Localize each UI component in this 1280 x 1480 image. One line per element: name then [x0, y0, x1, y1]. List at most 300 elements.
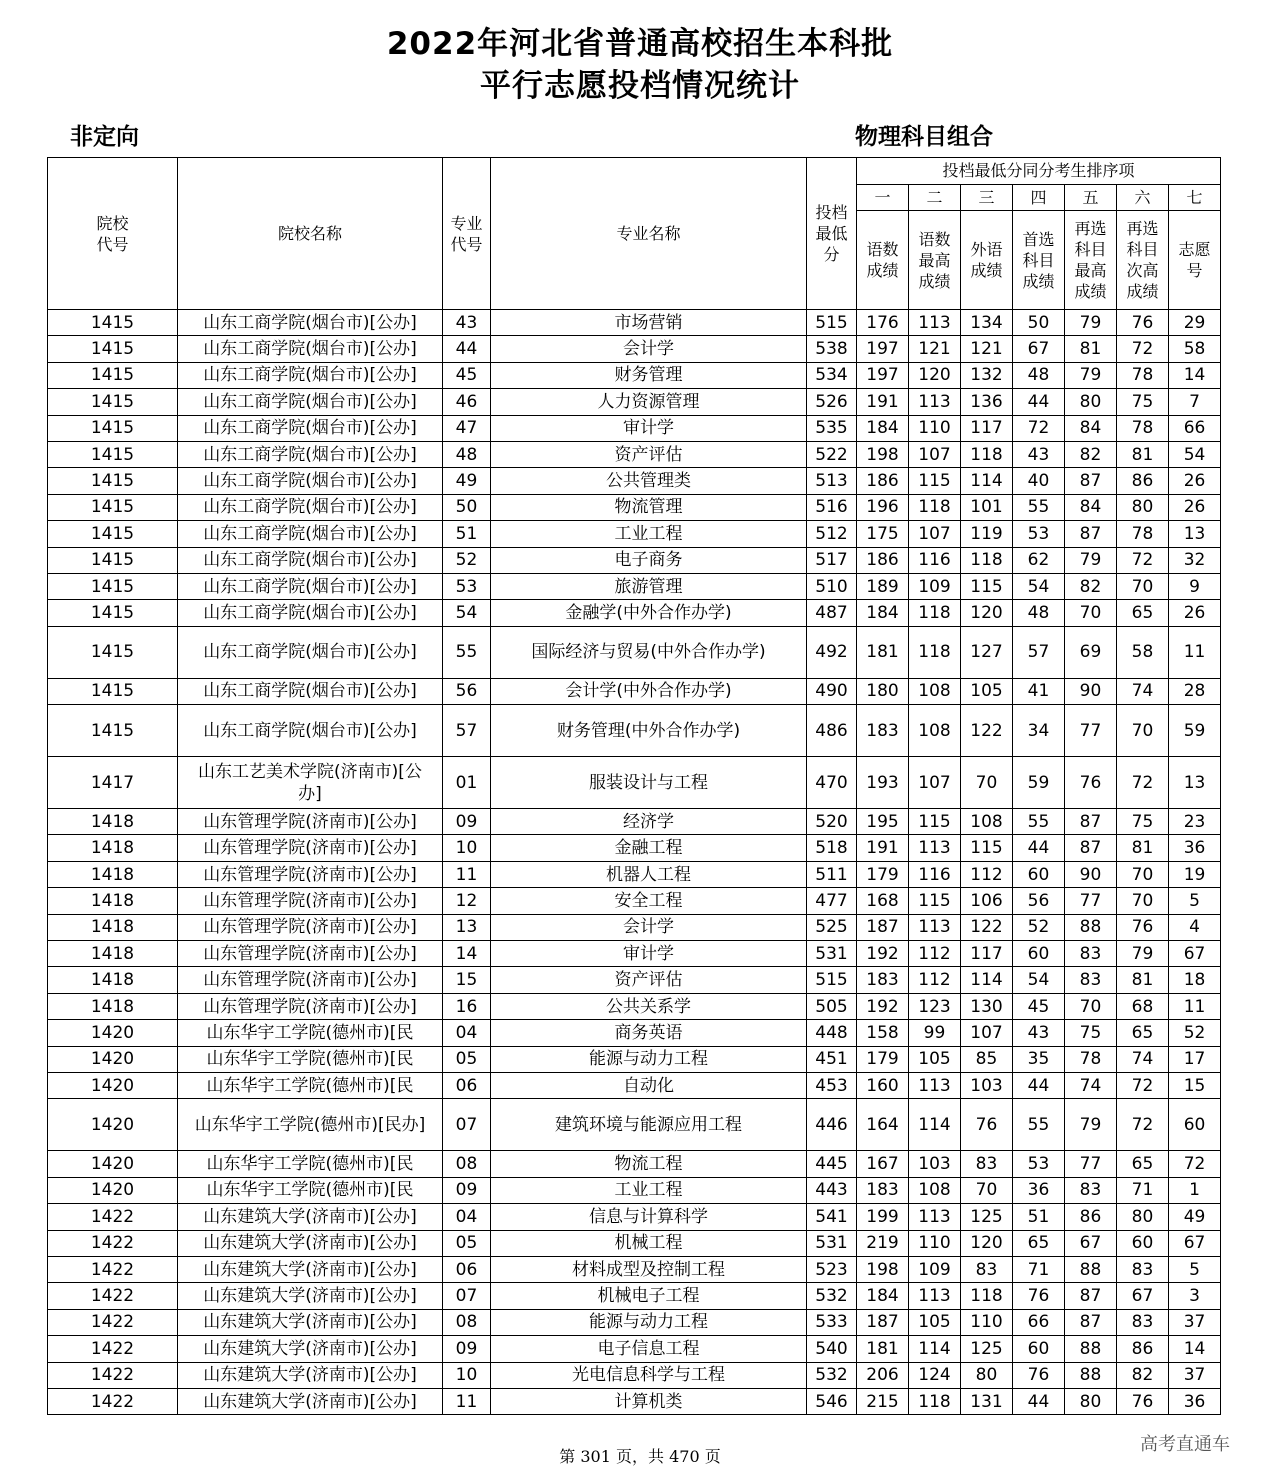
cell-min-score: 533 [807, 1309, 857, 1335]
header-order-label: 二 [909, 185, 961, 211]
cell-order-2: 109 [909, 1256, 961, 1282]
header-order-label: 三 [961, 185, 1013, 211]
cell-order-5: 70 [1065, 993, 1117, 1019]
table-row [48, 1099, 1221, 1151]
cell-order-6: 74 [1117, 1046, 1169, 1072]
cell-school-code: 1415 [48, 573, 178, 599]
cell-school-name: 山东管理学院(济南市)[公办] [178, 809, 443, 835]
cell-order-2: 116 [909, 547, 961, 573]
cell-major-code: 16 [443, 993, 491, 1019]
cell-order-5: 87 [1065, 835, 1117, 861]
cell-order-5: 88 [1065, 1256, 1117, 1282]
cell-order-2: 108 [909, 705, 961, 757]
cell-order-2: 118 [909, 494, 961, 520]
cell-min-score: 531 [807, 1230, 857, 1256]
cell-order-5: 69 [1065, 626, 1117, 678]
cell-order-6: 76 [1117, 310, 1169, 336]
cell-order-2: 118 [909, 626, 961, 678]
cell-order-7: 26 [1169, 468, 1221, 494]
cell-major-code: 15 [443, 967, 491, 993]
cell-order-2: 107 [909, 521, 961, 547]
cell-order-7: 3 [1169, 1283, 1221, 1309]
cell-school-code: 1415 [48, 336, 178, 362]
cell-min-score: 515 [807, 967, 857, 993]
cell-order-7: 19 [1169, 861, 1221, 887]
cell-order-4: 76 [1013, 1283, 1065, 1309]
cell-major-code: 12 [443, 888, 491, 914]
cell-order-4: 57 [1013, 626, 1065, 678]
cell-order-4: 52 [1013, 914, 1065, 940]
cell-order-5: 75 [1065, 1020, 1117, 1046]
cell-order-1: 180 [857, 678, 909, 704]
cell-major-name: 物流工程 [491, 1151, 807, 1177]
cell-major-name: 自动化 [491, 1072, 807, 1098]
cell-min-score: 518 [807, 835, 857, 861]
cell-order-7: 54 [1169, 441, 1221, 467]
cell-order-6: 71 [1117, 1177, 1169, 1203]
table-row [48, 310, 1221, 336]
cell-major-code: 05 [443, 1230, 491, 1256]
cell-major-name: 能源与动力工程 [491, 1046, 807, 1072]
cell-school-code: 1415 [48, 415, 178, 441]
cell-school-name: 山东管理学院(济南市)[公办] [178, 914, 443, 940]
cell-min-score: 532 [807, 1362, 857, 1388]
cell-major-name: 电子商务 [491, 547, 807, 573]
cell-major-code: 01 [443, 757, 491, 809]
cell-order-2: 112 [909, 941, 961, 967]
cell-order-7: 37 [1169, 1362, 1221, 1388]
cell-major-code: 04 [443, 1020, 491, 1046]
table-row [48, 1283, 1221, 1309]
cell-order-6: 81 [1117, 967, 1169, 993]
cell-major-name: 工业工程 [491, 1177, 807, 1203]
cell-order-2: 108 [909, 678, 961, 704]
cell-school-code: 1418 [48, 941, 178, 967]
cell-order-6: 80 [1117, 494, 1169, 520]
cell-order-7: 66 [1169, 415, 1221, 441]
cell-major-code: 50 [443, 494, 491, 520]
cell-school-code: 1415 [48, 678, 178, 704]
cell-major-code: 13 [443, 914, 491, 940]
table-row [48, 415, 1221, 441]
cell-major-name: 物流管理 [491, 494, 807, 520]
cell-min-score: 532 [807, 1283, 857, 1309]
cell-order-5: 88 [1065, 1362, 1117, 1388]
cell-order-6: 75 [1117, 389, 1169, 415]
cell-school-name: 山东建筑大学(济南市)[公办] [178, 1388, 443, 1414]
cell-min-score: 446 [807, 1099, 857, 1151]
cell-order-2: 112 [909, 967, 961, 993]
cell-order-4: 48 [1013, 600, 1065, 626]
cell-order-2: 107 [909, 757, 961, 809]
cell-school-name: 山东建筑大学(济南市)[公办] [178, 1256, 443, 1282]
cell-major-name: 工业工程 [491, 521, 807, 547]
cell-order-7: 29 [1169, 310, 1221, 336]
cell-order-4: 36 [1013, 1177, 1065, 1203]
cell-min-score: 487 [807, 600, 857, 626]
cell-school-code: 1420 [48, 1046, 178, 1072]
table-row [48, 1020, 1221, 1046]
header-order-item: 语数 成绩 [857, 211, 909, 310]
cell-order-4: 72 [1013, 415, 1065, 441]
cell-min-score: 516 [807, 494, 857, 520]
cell-school-code: 1415 [48, 705, 178, 757]
cell-order-3: 105 [961, 678, 1013, 704]
cell-major-code: 09 [443, 1336, 491, 1362]
cell-order-1: 219 [857, 1230, 909, 1256]
cell-school-name: 山东工艺美术学院(济南市)[公办] [178, 757, 443, 809]
cell-order-2: 105 [909, 1309, 961, 1335]
table-row [48, 1309, 1221, 1335]
cell-order-4: 55 [1013, 809, 1065, 835]
cell-major-name: 机器人工程 [491, 861, 807, 887]
cell-order-1: 206 [857, 1362, 909, 1388]
cell-major-code: 52 [443, 547, 491, 573]
cell-order-4: 48 [1013, 362, 1065, 388]
cell-order-5: 87 [1065, 521, 1117, 547]
cell-order-6: 70 [1117, 705, 1169, 757]
cell-major-name: 市场营销 [491, 310, 807, 336]
table-row [48, 1230, 1221, 1256]
cell-order-7: 59 [1169, 705, 1221, 757]
cell-order-3: 122 [961, 705, 1013, 757]
cell-major-code: 04 [443, 1204, 491, 1230]
cell-order-7: 67 [1169, 1230, 1221, 1256]
cell-order-4: 55 [1013, 494, 1065, 520]
table-row [48, 835, 1221, 861]
cell-order-2: 118 [909, 1388, 961, 1414]
cell-order-4: 51 [1013, 1204, 1065, 1230]
cell-order-5: 88 [1065, 914, 1117, 940]
cell-order-4: 54 [1013, 967, 1065, 993]
cell-order-6: 86 [1117, 468, 1169, 494]
cell-min-score: 538 [807, 336, 857, 362]
cell-order-7: 9 [1169, 573, 1221, 599]
page-footer: 第 301 页，共 470 页 [559, 1447, 721, 1466]
table-row [48, 336, 1221, 362]
cell-order-7: 13 [1169, 521, 1221, 547]
cell-order-3: 118 [961, 1283, 1013, 1309]
cell-order-7: 1 [1169, 1177, 1221, 1203]
cell-major-name: 资产评估 [491, 441, 807, 467]
cell-order-1: 158 [857, 1020, 909, 1046]
cell-order-4: 71 [1013, 1256, 1065, 1282]
cell-order-1: 183 [857, 967, 909, 993]
cell-order-6: 80 [1117, 1204, 1169, 1230]
cell-order-1: 164 [857, 1099, 909, 1151]
cell-school-name: 山东工商学院(烟台市)[公办] [178, 362, 443, 388]
header-tie-group: 投档最低分同分考生排序项 [857, 158, 1221, 185]
cell-min-score: 513 [807, 468, 857, 494]
cell-order-4: 45 [1013, 993, 1065, 1019]
cell-school-name: 山东工商学院(烟台市)[公办] [178, 441, 443, 467]
cell-min-score: 443 [807, 1177, 857, 1203]
cell-school-code: 1420 [48, 1020, 178, 1046]
cell-major-code: 57 [443, 705, 491, 757]
cell-order-5: 79 [1065, 547, 1117, 573]
cell-order-3: 115 [961, 573, 1013, 599]
cell-order-4: 66 [1013, 1309, 1065, 1335]
cell-min-score: 510 [807, 573, 857, 599]
table-row [48, 626, 1221, 678]
cell-major-name: 机械工程 [491, 1230, 807, 1256]
cell-order-5: 79 [1065, 362, 1117, 388]
cell-major-name: 会计学(中外合作办学) [491, 678, 807, 704]
cell-order-2: 105 [909, 1046, 961, 1072]
cell-major-code: 06 [443, 1072, 491, 1098]
cell-order-7: 58 [1169, 336, 1221, 362]
cell-order-3: 110 [961, 1309, 1013, 1335]
cell-order-1: 186 [857, 468, 909, 494]
cell-order-3: 131 [961, 1388, 1013, 1414]
table-row [48, 494, 1221, 520]
cell-order-7: 17 [1169, 1046, 1221, 1072]
cell-order-3: 118 [961, 441, 1013, 467]
cell-order-4: 53 [1013, 1151, 1065, 1177]
cell-major-code: 47 [443, 415, 491, 441]
cell-order-5: 76 [1065, 757, 1117, 809]
cell-order-6: 70 [1117, 888, 1169, 914]
cell-major-name: 电子信息工程 [491, 1336, 807, 1362]
cell-order-1: 186 [857, 547, 909, 573]
cell-order-7: 14 [1169, 362, 1221, 388]
cell-school-code: 1420 [48, 1177, 178, 1203]
table-row [48, 705, 1221, 757]
cell-min-score: 451 [807, 1046, 857, 1072]
cell-order-2: 113 [909, 835, 961, 861]
header-order-item: 志愿 号 [1169, 211, 1221, 310]
cell-school-name: 山东工商学院(烟台市)[公办] [178, 547, 443, 573]
cell-order-1: 184 [857, 415, 909, 441]
cell-major-name: 金融学(中外合作办学) [491, 600, 807, 626]
table-row [48, 1072, 1221, 1098]
cell-order-7: 36 [1169, 1388, 1221, 1414]
cell-school-code: 1415 [48, 547, 178, 573]
cell-order-4: 56 [1013, 888, 1065, 914]
cell-order-5: 87 [1065, 809, 1117, 835]
table-row [48, 967, 1221, 993]
cell-major-name: 能源与动力工程 [491, 1309, 807, 1335]
cell-order-3: 125 [961, 1204, 1013, 1230]
cell-order-5: 88 [1065, 1336, 1117, 1362]
cell-major-code: 14 [443, 941, 491, 967]
cell-school-name: 山东工商学院(烟台市)[公办] [178, 310, 443, 336]
table-row [48, 441, 1221, 467]
cell-school-name: 山东建筑大学(济南市)[公办] [178, 1309, 443, 1335]
cell-order-5: 81 [1065, 336, 1117, 362]
table-row [48, 468, 1221, 494]
cell-order-1: 181 [857, 1336, 909, 1362]
table-row [48, 1388, 1221, 1414]
cell-school-name: 山东管理学院(济南市)[公办] [178, 941, 443, 967]
cell-order-2: 114 [909, 1336, 961, 1362]
cell-school-name: 山东工商学院(烟台市)[公办] [178, 600, 443, 626]
cell-school-code: 1422 [48, 1388, 178, 1414]
cell-major-code: 11 [443, 861, 491, 887]
cell-major-name: 经济学 [491, 809, 807, 835]
cell-order-2: 113 [909, 1204, 961, 1230]
header-school-name: 院校名称 [178, 158, 443, 310]
cell-order-2: 114 [909, 1099, 961, 1151]
cell-order-1: 192 [857, 993, 909, 1019]
cell-order-5: 82 [1065, 573, 1117, 599]
cell-order-4: 41 [1013, 678, 1065, 704]
cell-school-name: 山东建筑大学(济南市)[公办] [178, 1362, 443, 1388]
cell-order-7: 13 [1169, 757, 1221, 809]
cell-order-7: 23 [1169, 809, 1221, 835]
cell-order-6: 82 [1117, 1362, 1169, 1388]
cell-major-name: 公共管理类 [491, 468, 807, 494]
cell-order-4: 54 [1013, 573, 1065, 599]
cell-school-name: 山东工商学院(烟台市)[公办] [178, 521, 443, 547]
page-subtitle: 平行志愿投档情况统计 [480, 68, 800, 104]
cell-order-3: 112 [961, 861, 1013, 887]
cell-order-3: 136 [961, 389, 1013, 415]
cell-major-code: 10 [443, 1362, 491, 1388]
cell-major-name: 材料成型及控制工程 [491, 1256, 807, 1282]
cell-order-2: 110 [909, 1230, 961, 1256]
cell-order-2: 108 [909, 1177, 961, 1203]
cell-school-code: 1422 [48, 1256, 178, 1282]
cell-min-score: 486 [807, 705, 857, 757]
cell-school-code: 1415 [48, 468, 178, 494]
cell-order-6: 81 [1117, 441, 1169, 467]
cell-order-3: 117 [961, 415, 1013, 441]
header-order-label: 四 [1013, 185, 1065, 211]
cell-school-code: 1420 [48, 1151, 178, 1177]
cell-order-1: 179 [857, 861, 909, 887]
table-row [48, 1046, 1221, 1072]
cell-order-3: 132 [961, 362, 1013, 388]
cell-order-3: 70 [961, 1177, 1013, 1203]
cell-order-7: 26 [1169, 494, 1221, 520]
cell-order-3: 118 [961, 547, 1013, 573]
watermark: 高考直通车 [1140, 1434, 1230, 1455]
cell-school-code: 1420 [48, 1072, 178, 1098]
table-row [48, 888, 1221, 914]
cell-school-code: 1415 [48, 389, 178, 415]
cell-school-name: 山东工商学院(烟台市)[公办] [178, 336, 443, 362]
cell-min-score: 531 [807, 941, 857, 967]
table-row [48, 914, 1221, 940]
cell-order-6: 78 [1117, 521, 1169, 547]
cell-min-score: 540 [807, 1336, 857, 1362]
cell-major-code: 11 [443, 1388, 491, 1414]
cell-order-1: 198 [857, 1256, 909, 1282]
cell-order-2: 113 [909, 310, 961, 336]
cell-order-7: 14 [1169, 1336, 1221, 1362]
cell-major-code: 09 [443, 1177, 491, 1203]
cell-order-1: 167 [857, 1151, 909, 1177]
cell-order-5: 74 [1065, 1072, 1117, 1098]
cell-order-5: 84 [1065, 415, 1117, 441]
cell-order-6: 72 [1117, 1099, 1169, 1151]
cell-major-name: 会计学 [491, 336, 807, 362]
cell-min-score: 541 [807, 1204, 857, 1230]
cell-min-score: 515 [807, 310, 857, 336]
cell-major-code: 08 [443, 1309, 491, 1335]
cell-major-name: 国际经济与贸易(中外合作办学) [491, 626, 807, 678]
cell-order-6: 83 [1117, 1309, 1169, 1335]
cell-order-7: 11 [1169, 993, 1221, 1019]
cell-school-name: 山东工商学院(烟台市)[公办] [178, 389, 443, 415]
cell-order-1: 198 [857, 441, 909, 467]
cell-major-code: 07 [443, 1283, 491, 1309]
header-school-code: 院校 代号 [48, 158, 178, 310]
cell-order-6: 72 [1117, 336, 1169, 362]
cell-order-1: 191 [857, 835, 909, 861]
cell-major-name: 商务英语 [491, 1020, 807, 1046]
cell-order-7: 5 [1169, 1256, 1221, 1282]
cell-order-1: 195 [857, 809, 909, 835]
cell-order-7: 49 [1169, 1204, 1221, 1230]
cell-school-code: 1420 [48, 1099, 178, 1151]
cell-school-name: 山东管理学院(济南市)[公办] [178, 835, 443, 861]
cell-order-3: 117 [961, 941, 1013, 967]
cell-order-3: 134 [961, 310, 1013, 336]
cell-school-code: 1415 [48, 600, 178, 626]
cell-order-3: 108 [961, 809, 1013, 835]
cell-major-name: 机械电子工程 [491, 1283, 807, 1309]
cell-order-6: 74 [1117, 678, 1169, 704]
cell-school-code: 1422 [48, 1362, 178, 1388]
category-label: 非定向 [70, 124, 139, 150]
cell-order-3: 83 [961, 1151, 1013, 1177]
header-order-item: 语数 最高 成绩 [909, 211, 961, 310]
cell-order-7: 67 [1169, 941, 1221, 967]
cell-school-code: 1415 [48, 362, 178, 388]
cell-order-2: 113 [909, 914, 961, 940]
cell-order-1: 183 [857, 705, 909, 757]
cell-school-name: 山东建筑大学(济南市)[公办] [178, 1283, 443, 1309]
cell-major-code: 45 [443, 362, 491, 388]
cell-order-6: 67 [1117, 1283, 1169, 1309]
table-row [48, 1336, 1221, 1362]
cell-major-code: 43 [443, 310, 491, 336]
cell-order-2: 113 [909, 1283, 961, 1309]
table-row [48, 1256, 1221, 1282]
table-row [48, 600, 1221, 626]
cell-major-code: 53 [443, 573, 491, 599]
cell-order-7: 36 [1169, 835, 1221, 861]
cell-min-score: 448 [807, 1020, 857, 1046]
cell-order-6: 72 [1117, 1072, 1169, 1098]
cell-order-3: 76 [961, 1099, 1013, 1151]
cell-order-1: 193 [857, 757, 909, 809]
cell-order-2: 110 [909, 415, 961, 441]
cell-order-7: 60 [1169, 1099, 1221, 1151]
cell-school-name: 山东华宇工学院(德州市)[民 [178, 1046, 443, 1072]
cell-major-code: 06 [443, 1256, 491, 1282]
cell-order-5: 83 [1065, 941, 1117, 967]
cell-order-4: 65 [1013, 1230, 1065, 1256]
cell-order-5: 87 [1065, 1309, 1117, 1335]
cell-order-5: 87 [1065, 1283, 1117, 1309]
cell-order-6: 72 [1117, 547, 1169, 573]
cell-school-code: 1418 [48, 967, 178, 993]
cell-school-code: 1415 [48, 494, 178, 520]
header-order-label: 五 [1065, 185, 1117, 211]
cell-order-5: 77 [1065, 1151, 1117, 1177]
cell-school-code: 1418 [48, 809, 178, 835]
cell-min-score: 512 [807, 521, 857, 547]
cell-order-6: 76 [1117, 914, 1169, 940]
cell-school-name: 山东管理学院(济南市)[公办] [178, 888, 443, 914]
cell-order-5: 77 [1065, 705, 1117, 757]
cell-order-6: 83 [1117, 1256, 1169, 1282]
table-row [48, 1177, 1221, 1203]
table-row [48, 809, 1221, 835]
